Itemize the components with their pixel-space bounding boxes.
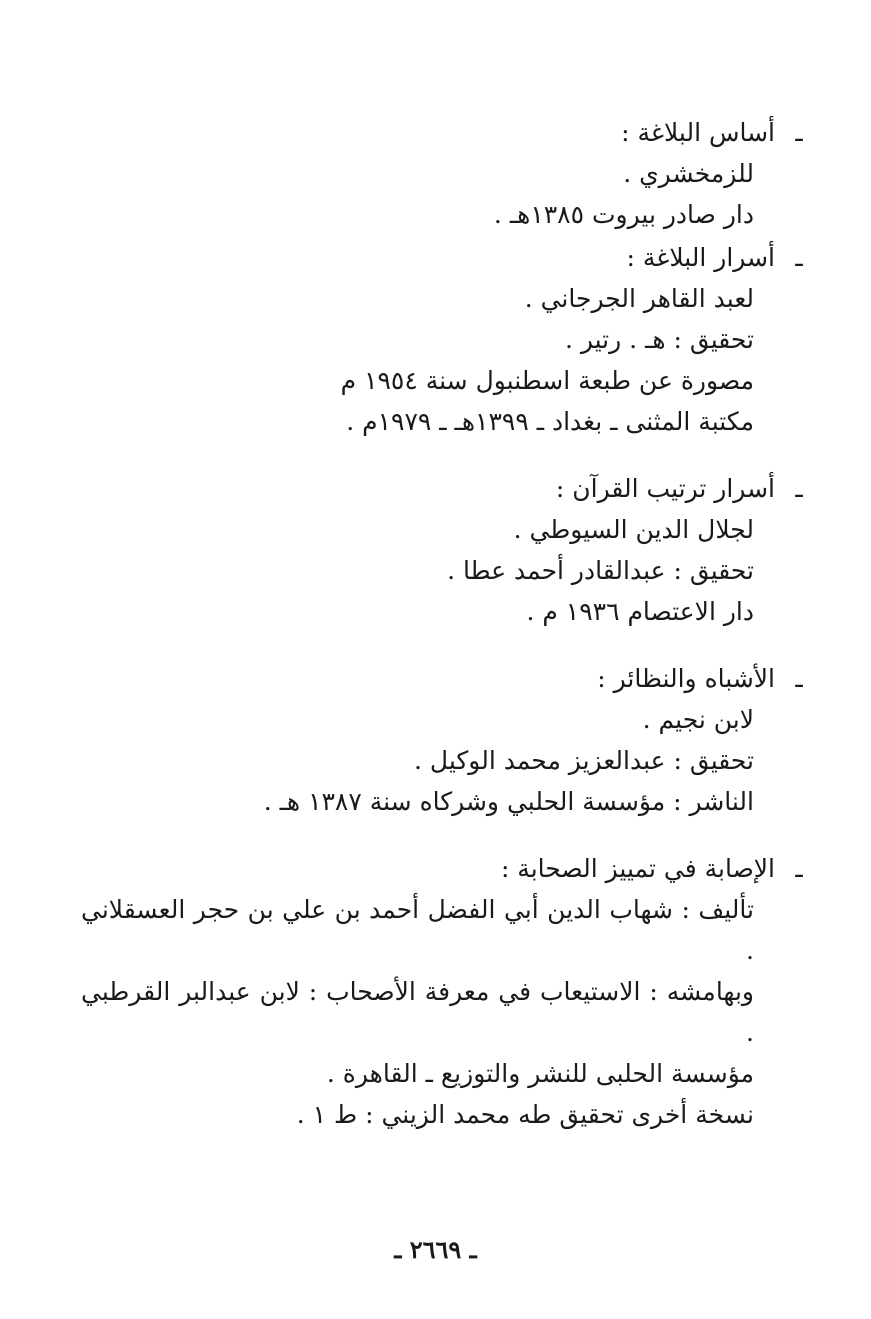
entry-dash: ـ — [795, 854, 803, 883]
entry-line: نسخة أخرى تحقيق طه محمد الزيني : ط ١ . — [296, 1100, 754, 1129]
entry-title-text: أساس البلاغة : — [621, 118, 775, 147]
entry-title-text: أسرار ترتيب القرآن : — [555, 474, 775, 503]
entry-line: الناشر : مؤسسة الحلبي وشركاه سنة ١٣٨٧ هـ . — [263, 787, 754, 816]
entry-dash: ـ — [795, 118, 803, 147]
bibliography-entry — [81, 658, 811, 822]
page-number: ـ ٢٦٦٩ ـ — [394, 1235, 477, 1264]
entry-dash: ـ — [795, 243, 803, 272]
entry-line: تحقيق : عبدالعزيز محمد الوكيل . — [414, 746, 754, 775]
entry-line: مؤسسة الحلبى للنشر والتوزيع ـ القاهرة . — [326, 1059, 754, 1088]
entry-line: تحقيق : عبدالقادر أحمد عطا . — [447, 556, 754, 585]
entry-line: مصورة عن طبعة اسطنبول سنة ١٩٥٤ م — [340, 366, 754, 395]
entry-line: لعبد القاهر الجرجاني . — [524, 284, 754, 313]
entry-line: وبهامشه : الاستيعاب في معرفة الأصحاب : لابن عبدالبر القرطبي . — [81, 977, 754, 1047]
entry-title-text: الأشباه والنظائر : — [597, 664, 775, 693]
entry-title — [81, 658, 811, 699]
entry-title — [81, 848, 811, 889]
bibliography-entry — [81, 112, 811, 235]
entry-line: دار الاعتصام ١٩٣٦ م . — [526, 597, 754, 626]
entry-line: تأليف : شهاب الدين أبي الفضل أحمد بن علي بن حجر العسقلاني . — [81, 895, 754, 965]
bibliography-entry — [81, 468, 811, 632]
entry-title — [81, 237, 811, 278]
entry-title-text: أسرار البلاغة : — [626, 243, 775, 272]
entry-title — [81, 468, 811, 509]
entry-line: لابن نجيم . — [642, 705, 754, 734]
entry-title-text: الإصابة في تمييز الصحابة : — [500, 854, 775, 883]
entry-line: للزمخشري . — [623, 159, 754, 188]
entry-line: تحقيق : هـ . رتير . — [564, 325, 754, 354]
entry-dash: ـ — [795, 474, 803, 503]
bibliography-entry — [81, 237, 811, 442]
bibliography-list — [81, 112, 811, 1135]
bibliography-entry — [81, 848, 811, 1135]
entry-line: دار صادر بيروت ١٣٨٥هـ . — [493, 200, 754, 229]
entry-line: مكتبة المثنى ـ بغداد ـ ١٣٩٩هـ ـ ١٩٧٩م . — [346, 407, 754, 436]
entry-line: لجلال الدين السيوطي . — [513, 515, 754, 544]
entry-dash: ـ — [795, 664, 803, 693]
entry-title — [81, 112, 811, 153]
